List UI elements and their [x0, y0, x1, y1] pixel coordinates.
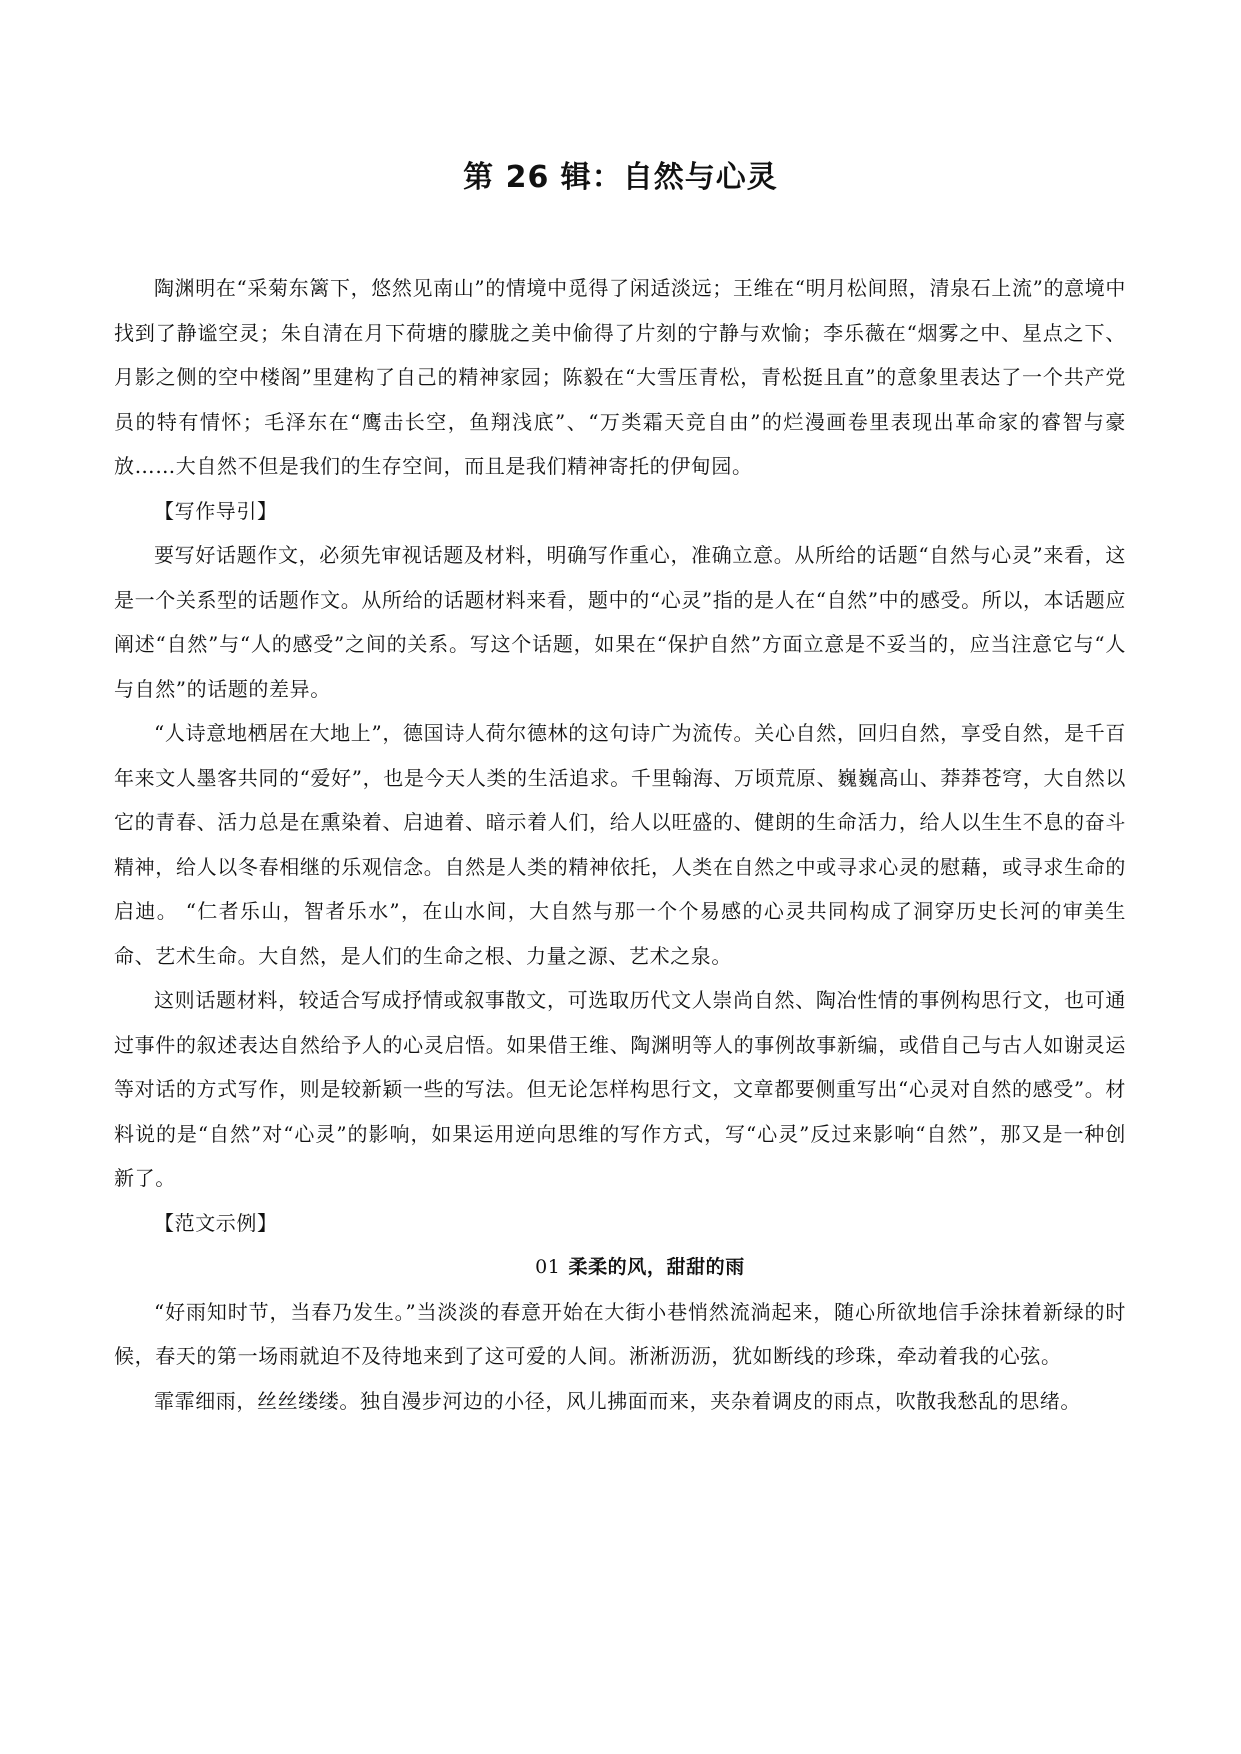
guide-paragraph-1: 要写好话题作文，必须先审视话题及材料，明确写作重心，准确立意。从所给的话题“自然与心灵”来看，这是一个关系型的话题作文。从所给的话题材料来看，题中的“心灵”指的是人在“自然”中的感受。所以，本话题应阐述“自然”与“人的感受”之间的关系。写这个话题，如果在“保护自然”方面立意是不妥当的，应当注意它与“人与自然”的话题的差异。 — [114, 543, 1126, 701]
essay-paragraph-2: 霏霏细雨，丝丝缕缕。独自漫步河边的小径，风儿拂面而来，夹杂着调皮的雨点，吹散我愁乱的思绪。 — [154, 1388, 1081, 1413]
essay-paragraph-1: “好雨知时节，当春乃发生。”当淡淡的春意开始在大街小巷悄然流淌起来，随心所欲地信手涂抹着新绿的时候，春天的第一场雨就迫不及待地来到了这可爱的人间。淅淅沥沥，犹如断线的珍珠，牵动着我的心弦。 — [114, 1299, 1126, 1368]
guide-paragraph-3: 这则话题材料，较适合写成抒情或叙事散文，可选取历代文人崇尚自然、陶冶性情的事例构思行文，也可通过事件的叙述表达自然给予人的心灵启悟。如果借王维、陶渊明等人的事例故事新编，或借自己与古人如谢灵运等对话的方式写作，则是较新颖一些的写法。但无论怎样构思行文，文章都要侧重写出“心灵对自然的感受”。材料说的是“自然”对“心灵”的影响，如果运用逆向思维的写作方式，写“心灵”反过来影响“自然”，那又是一种创新了。 — [114, 988, 1126, 1190]
essay-title — [114, 1245, 1126, 1290]
guide-paragraph-2: “人诗意地栖居在大地上”，德国诗人荷尔德林的这句诗广为流传。关心自然，回归自然，享受自然，是千百年来文人墨客共同的“爱好”，也是今天人类的生活追求。千里翰海、万顷荒原、巍巍高山、莽莽苍穹，大自然以它的青春、活力总是在熏染着、启迪着、暗示着人们，给人以旺盛的、健朗的生命活力，给人以生生不息的奋斗精神，给人以冬春相继的乐观信念。自然是人类的精神依托，人类在自然之中或寻求心灵的慰藉，或寻求生命的启迪。 “仁者乐山，智者乐水”，在山水间，大自然与那一个个易感的心灵共同构成了洞穿历史长河的审美生命、艺术生命。大自然，是人们的生命之根、力量之源、艺术之泉。 — [114, 721, 1126, 968]
intro-paragraph: 陶渊明在“采菊东篱下，悠然见南山”的情境中觅得了闲适淡远；王维在“明月松间照，清泉石上流”的意境中找到了静谧空灵；朱自清在月下荷塘的朦胧之美中偷得了片刻的宁静与欢愉；李乐薇在“烟雾之中、星点之下、月影之侧的空中楼阁”里建构了自己的精神家园；陈毅在“大雪压青松，青松挺且直”的意象里表达了一个共产党员的特有情怀；毛泽东在“鹰击长空，鱼翔浅底”、“万类霜天竞自由”的烂漫画卷里表现出革命家的睿智与豪放……大自然不但是我们的生存空间，而且是我们精神寄托的伊甸园。 — [114, 276, 1126, 478]
section-heading-writing-guide: 【写作导引】 — [154, 498, 278, 523]
page-title: 第 26 辑：自然与心灵 — [463, 160, 778, 195]
document-body — [114, 266, 1126, 1423]
essay-number: 01 — [535, 1256, 561, 1278]
section-heading-sample-essay: 【范文示例】 — [154, 1210, 278, 1235]
essay-title-text: 柔柔的风，甜甜的雨 — [568, 1256, 745, 1278]
